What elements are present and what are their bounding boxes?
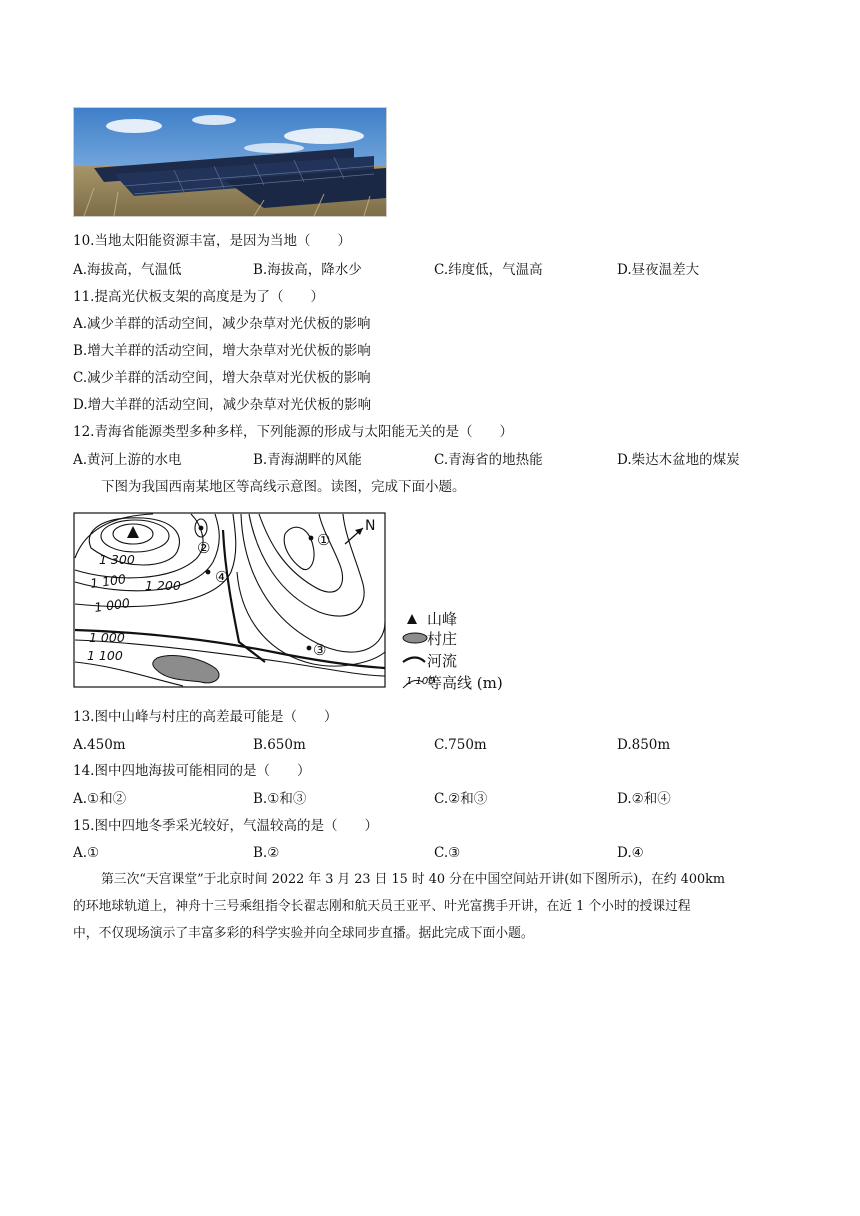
legend-village-icon xyxy=(403,633,427,643)
question-13-stem: 13.图中山峰与村庄的高差最可能是（ ） xyxy=(73,709,338,725)
q15-option-c: C.③ xyxy=(434,845,461,861)
q10-option-a: A.海拔高，气温低 xyxy=(73,262,182,278)
peak-icon xyxy=(127,526,139,538)
contour-label-1300: 1 300 xyxy=(99,552,135,567)
question-15-stem: 15.图中四地冬季采光较好，气温较高的是（ ） xyxy=(73,818,378,834)
q15-option-d: D.④ xyxy=(617,845,644,861)
q14-option-c: C.②和③ xyxy=(434,791,488,807)
point-4-label: ④ xyxy=(215,568,229,586)
contour-right-2 xyxy=(259,514,343,592)
q11-option-d: D.增大羊群的活动空间，减少杂草对光伏板的影响 xyxy=(73,397,372,413)
contour-label-1200: 1 200 xyxy=(145,578,181,593)
q14-option-d: D.②和④ xyxy=(617,791,671,807)
point-2-dot xyxy=(199,526,204,531)
village-shape xyxy=(153,656,219,683)
legend-peak-label: 山峰 xyxy=(427,610,458,628)
q10-option-b: B.海拔高，降水少 xyxy=(253,262,362,278)
question-12-stem: 12.青海省能源类型多种多样，下列能源的形成与太阳能无关的是（ ） xyxy=(73,424,513,440)
q13-option-a: A.450m xyxy=(73,737,126,753)
contour-label-1000-upper: 1 000 xyxy=(93,595,131,615)
point-1-label: ① xyxy=(317,531,331,549)
q10-option-d: D.昼夜温差大 xyxy=(617,262,700,278)
contour-label-1100-upper: 1 100 xyxy=(89,571,127,591)
river-tributary xyxy=(223,530,265,662)
contour-label-1100-lower: 1 100 xyxy=(87,648,123,663)
contour-right-4 xyxy=(241,514,385,652)
q12-option-c: C.青海省的地热能 xyxy=(434,452,543,468)
q14-option-a: A.①和② xyxy=(73,791,127,807)
contour-map xyxy=(73,512,533,694)
question-14-stem: 14.图中四地海拔可能相同的是（ ） xyxy=(73,763,311,779)
q12-option-b: B.青海湖畔的风能 xyxy=(253,452,362,468)
q12-option-d: D.柴达木盆地的煤炭 xyxy=(617,452,740,468)
q15-option-b: B.② xyxy=(253,845,280,861)
q14-option-b: B.①和③ xyxy=(253,791,307,807)
north-label: N xyxy=(365,518,376,534)
legend-peak-icon xyxy=(407,614,417,624)
contour-1200 xyxy=(75,514,203,578)
q13-option-c: C.750m xyxy=(434,737,487,753)
q11-option-b: B.增大羊群的活动空间，增大杂草对光伏板的影响 xyxy=(73,343,371,359)
q12-option-a: A.黄河上游的水电 xyxy=(73,452,182,468)
contour-right-3 xyxy=(249,514,364,616)
question-10-stem: 10.当地太阳能资源丰富，是因为当地（ ） xyxy=(73,233,351,249)
q11-option-c: C.减少羊群的活动空间，增大杂草对光伏板的影响 xyxy=(73,370,371,386)
point-1-dot xyxy=(309,536,314,541)
legend-river-icon xyxy=(403,658,425,663)
contour-right-1 xyxy=(284,527,314,569)
q10-option-c: C.纬度低，气温高 xyxy=(434,262,543,278)
point-3-label: ③ xyxy=(313,641,327,659)
q11-option-a: A.减少羊群的活动空间，减少杂草对光伏板的影响 xyxy=(73,316,371,332)
q15-option-a: A.① xyxy=(73,845,100,861)
q13-option-b: B.650m xyxy=(253,737,306,753)
legend-contour-label: 等高线 (m) xyxy=(427,674,503,692)
question-11-stem: 11.提高光伏板支架的高度是为了（ ） xyxy=(73,289,324,305)
legend-river-label: 河流 xyxy=(427,652,458,670)
space-intro-line-2: 的环地球轨道上，神舟十三号乘组指令长翟志刚和航天员王亚平、叶光富携手开讲，在近 1 个小时的授课过程 xyxy=(73,899,691,914)
q13-option-d: D.850m xyxy=(617,737,671,753)
space-intro-line-1: 第三次“天宫课堂”于北京时间 2022 年 3 月 23 日 15 时 40 分在中国空间站开讲(如下图所示)，在约 400km xyxy=(101,872,725,887)
contour-label-1000-lower: 1 000 xyxy=(89,630,125,645)
solar-panel-photo xyxy=(73,107,387,217)
map-intro: 下图为我国西南某地区等高线示意图。读图，完成下面小题。 xyxy=(101,479,466,495)
point-4-dot xyxy=(206,570,211,575)
point-3-dot xyxy=(307,646,312,651)
point-2-label: ② xyxy=(197,539,211,557)
legend-village-label: 村庄 xyxy=(427,630,458,648)
space-intro-line-3: 中，不仅现场演示了丰富多彩的科学实验并向全球同步直播。据此完成下面小题。 xyxy=(73,926,534,941)
legend-contour-value: 1 100 xyxy=(406,676,435,687)
